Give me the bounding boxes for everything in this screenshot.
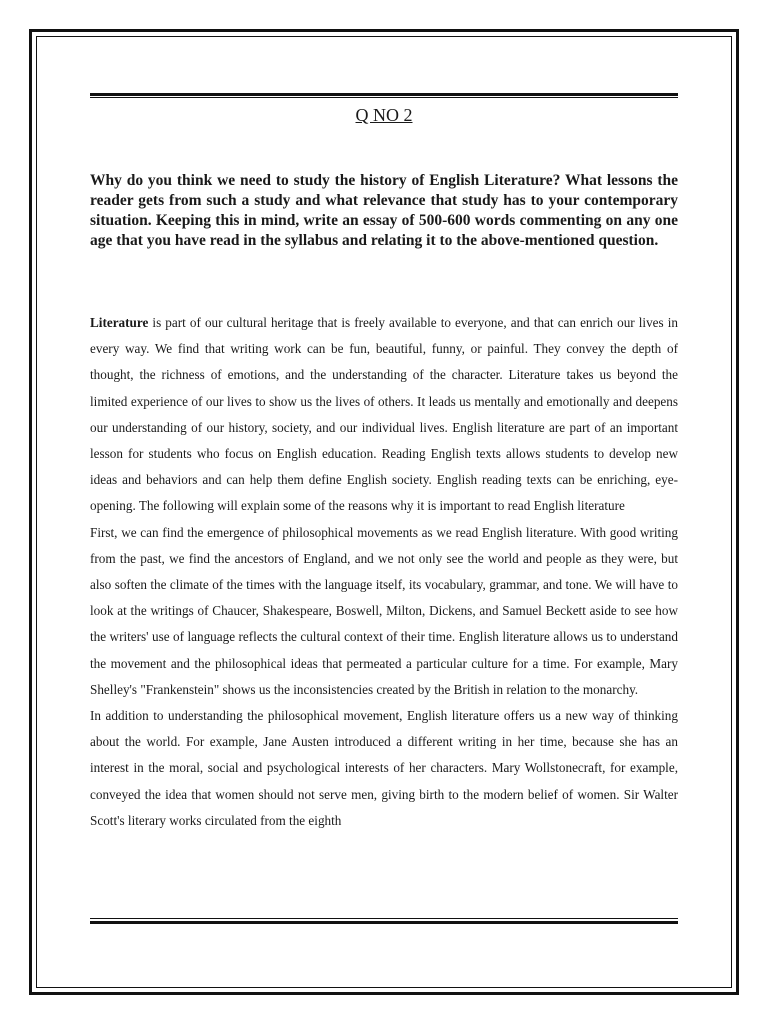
paragraph-1: [90, 310, 678, 520]
question-text: Why do you think we need to study the history of English Literature? What lessons the reader gets from such a study and what relevance that study has to your contemporary situation. Keeping this in mind, write an essay of 500-600 words commenting on any one age that you have read in the syllabus and relating it to the above-mentioned question.: [90, 172, 678, 249]
essay-body: [90, 310, 678, 834]
footer-rule: [90, 918, 678, 924]
header-rule: [90, 93, 678, 98]
lead-word: Literature: [90, 315, 149, 330]
page-title: Q NO 2: [355, 105, 413, 125]
paragraph-2: First, we can find the emergence of philosophical movements as we read English literature. With good writing from the past, we find the ancestors of England, and we not only see the world and people as they were, but also soften the climate of the times with the language itself, its vocabulary, grammar, and tone. We will have to look at the writings of Chaucer, Shakespeare, Boswell, Milton, Dickens, and Samuel Beckett aside to see how the writers' use of language reflects the cultural context of their time. English literature allows us to understand the movement and the philosophical ideas that permeated a particular culture for a time. For example, Mary Shelley's "Frankenstein" shows us the inconsistencies created by the British in relation to the monarchy.: [90, 524, 678, 697]
paragraph-1-text: is part of our cultural heritage that is freely available to everyone, and that can enrich our lives in every way. We find that writing work can be fun, beautiful, funny, or painful. They convey the depth of thought, the richness of emotions, and the understanding of the character. Literature takes us beyond the limited experience of our lives to show us the lives of others. It leads us mentally and emotionally and deepens our understanding of our history, society, and our individual lives. English literature are part of an important lesson for students who focus on English education. Reading English texts allows students to develop new ideas and behaviors and can help them define English society. English reading texts can be enriching, eye-opening. The following will explain some of the reasons why it is important to read English literature: [90, 315, 678, 514]
paragraph-3: In addition to understanding the philosophical movement, English literature offers us a new way of thinking about the world. For example, Jane Austen introduced a different writing in her time, because she has an interest in the moral, social and psychological interests of her characters. Mary Wollstonecraft, for example, conveyed the idea that women should not serve men, giving birth to the modern belief of women. Sir Walter Scott's literary works circulated from the eighth: [90, 708, 678, 828]
